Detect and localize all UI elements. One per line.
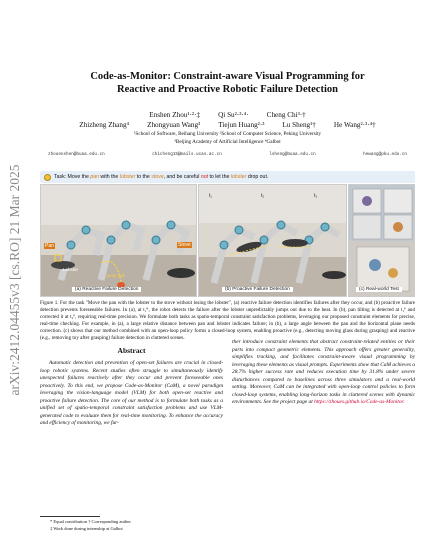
abstract-right-column <box>232 339 415 407</box>
footnote-1: * Equal contribution † Corresponding author <box>50 519 131 524</box>
fig-a-label: (a) Reactive Failure Detection <box>72 287 141 292</box>
email-row <box>40 152 415 157</box>
email[interactable]: lsheng@buaa.edu.cn <box>269 152 316 157</box>
jump-out-label: jump out <box>107 273 125 278</box>
pan-label: Pan <box>45 243 54 249</box>
author: Cheng Chi³·† <box>266 111 306 119</box>
proactive-scene-image <box>199 185 347 297</box>
author: He Wang²·³·⁴† <box>333 121 376 129</box>
figure-real-world <box>348 184 415 297</box>
email[interactable]: chicheng15@mails.ucas.ac.cn <box>152 152 222 157</box>
affiliation-2: ³Beijing Academy of Artificial Intelligence ⁴Galbot <box>174 139 281 145</box>
task-text: Task: Move the pan with the lobster to the stove, and be careful not to let the lobster drop out. <box>54 174 269 180</box>
email[interactable]: zhouenshen@buaa.edu.cn <box>48 152 105 157</box>
affiliation-1: ¹School of Software, Beihang University ²School of Computer Science, Peking University <box>133 131 322 137</box>
fig-c-label: (c) Real-world Test <box>356 287 402 292</box>
time-label-t3: t₃ <box>314 193 318 199</box>
abstract-left-column: Automatic detection and prevention of open-set failures are crucial in closed-loop robotic systems. Recent studies often struggle to simultaneously identify unexpected failures reactively after they occur and prevent foreseeable ones proactively. To this end, we propose Code-as-Monitor (CaM), a novel paradigm leveraging the vision-language model (VLM) for both open-set reactive and proactive failure detection. The core of our method is to formulate both tasks as a unified set of spatio-temporal constraint satisfaction problems and use VLM-generated code to evaluate them for real-time monitoring. To enhance the accuracy and efficiency of monitoring, we fur- <box>40 360 223 426</box>
abstract-heading: Abstract <box>117 346 146 355</box>
figure-reactive <box>40 184 197 297</box>
author-row-2 <box>40 120 415 130</box>
title-line-1: Code-as-Monitor: Constraint-aware Visual Programming for <box>90 71 365 82</box>
author-block <box>40 110 415 146</box>
author: Tiejun Huang²·³ <box>218 121 265 129</box>
figure-proactive <box>198 184 347 297</box>
paper-title <box>40 70 415 96</box>
author: Zhizheng Zhang⁴ <box>79 121 130 129</box>
lobster-label: Lobster <box>63 267 79 272</box>
author-row-1 <box>40 110 415 120</box>
arxiv-id[interactable]: arXiv:2412.04455v3 [cs.RO] 21 Mar 2025 <box>7 164 22 396</box>
author: Zhongyuan Wang³ <box>147 121 201 129</box>
email[interactable]: hewang@pku.edu.cn <box>363 152 407 157</box>
stove-label: Stove <box>178 242 191 248</box>
author: Lu Sheng¹† <box>282 121 316 129</box>
real-world-image <box>349 185 415 297</box>
project-page-link[interactable]: https://zhoues.github.io/Code-as-Monitor. <box>314 399 405 405</box>
figure-caption: Figure 1. For the task "Move the pan with the lobster to the stove without losing the lobster", (a) reactive failure detection identifies failures after they occur, and (b) proactive failure detection prevents foreseeable failures. In (a), at t₁ᴿ, the robot detects the failure after the lobster unpredictably jumps out due to the heat. In (b), pan tilting is detected at t₁ᴾ and corrected it at t₂ᴾ, requiring real-time precision. We formulate both tasks as spatio-temporal constraint satisfaction problems, leveraging our proposed constraint elements for precise, real-time checking. For example, in (a), a large relative distance between pan and lobster indicates failure; in (b), a large angle between the pan and the horizontal plane needs correction. (c) shows that our method combined with an open-loop policy forms a closed-loop system, enabling proactive (e.g., detecting moving glass during grasping) and reactive (e.g., removing toy after grasping) failure detection in cluttered scenes. <box>40 300 415 342</box>
reactive-scene-image <box>41 185 197 297</box>
footnotes <box>40 516 223 532</box>
time-label-t1: t₁ <box>209 193 213 199</box>
time-label-t2: t₂ <box>261 193 265 199</box>
footnote-2: ‡ Work done during internship at Galbot <box>50 525 123 531</box>
abstract-right-text: ther introduce constraint elements that abstract constraint-related entities or their parts into compact geometric elements. This approach offers greater generality, simplifies tracking, and facilitates constraint-aware visual programming by leveraging these elements as visual prompts. Experiments show that CaM achieves a 28.7% higher success rate and reduces execution time by 31.8% under severe disturbances compared to baselines across three simulators and a real-world setting. Moreover, CaM can be integrated with open-loop control policies to form closed-loop systems, enabling long-horizon tasks in cluttered scenes with dynamic environments. See the project page at <box>232 339 415 405</box>
title-line-2: Reactive and Proactive Robotic Failure Detection <box>117 84 338 95</box>
author: Enshen Zhou¹·²·‡ <box>149 111 201 119</box>
footnote-rule <box>40 516 100 517</box>
lightbulb-icon <box>44 174 51 181</box>
task-banner <box>40 171 415 183</box>
arxiv-stamp <box>4 150 26 410</box>
fig-b-label: (b) Proactive Failure Detection <box>222 287 293 292</box>
author: Qi Su²·³·⁴· <box>218 111 249 119</box>
